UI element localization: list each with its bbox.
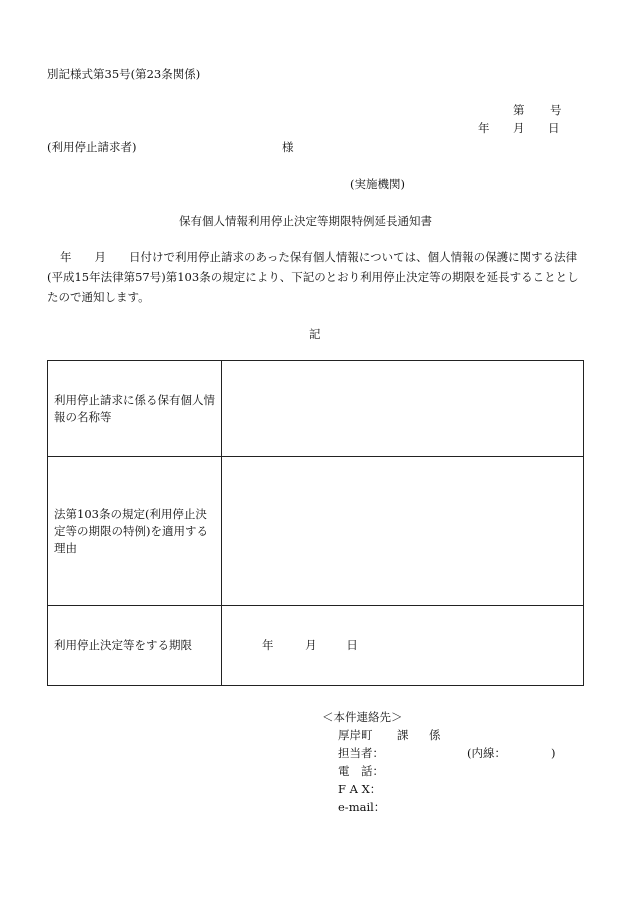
contact-kakari: 係 xyxy=(429,728,441,742)
contact-town: 厚岸町 xyxy=(338,728,373,742)
date-day: 日 xyxy=(548,121,560,135)
contact-block xyxy=(322,708,556,816)
doc-number-go: 号 xyxy=(550,103,562,117)
deadline-day: 日 xyxy=(346,638,358,652)
contact-fax: F A X： xyxy=(338,782,382,796)
table-row-deadline xyxy=(48,606,584,686)
contact-person-row xyxy=(322,744,556,762)
contact-department xyxy=(322,726,441,744)
contact-denwa: 電 話： xyxy=(338,764,384,778)
deadline-month: 月 xyxy=(305,638,317,652)
contact-naisen-close: ) xyxy=(551,746,556,760)
body-line-3: たので通知します。 xyxy=(47,290,150,304)
ki-heading: 記 xyxy=(309,327,321,341)
doc-number-dai: 第 xyxy=(513,103,525,117)
contact-email: e-mail： xyxy=(338,800,386,814)
row-reason-label: 法第103条の規定(利用停止決定等の期限の特例)を適用する理由 xyxy=(48,457,222,606)
contact-phone-row xyxy=(322,762,403,780)
row-deadline-label: 利用停止決定等をする期限 xyxy=(48,606,222,686)
contact-tantou: 担当者： xyxy=(338,746,384,760)
requester-honorific: 様 xyxy=(282,140,294,154)
agency-label: (実施機関) xyxy=(350,177,405,191)
row-deadline-value[interactable] xyxy=(222,606,584,686)
details-table xyxy=(47,360,584,686)
body-line-2: (平成15年法律第57号)第103条の規定により、下記のとおり利用停止決定等の期限を延長することとし xyxy=(47,270,579,284)
deadline-year: 年 xyxy=(262,638,274,652)
body-line-1: 年 月 日付けで利用停止請求のあった保有個人情報については、個人情報の保護に関する法律 xyxy=(60,250,578,264)
contact-fax-row xyxy=(322,780,403,798)
body-paragraph xyxy=(47,247,587,307)
row-reason-value[interactable] xyxy=(222,457,584,606)
table-row-info-name xyxy=(48,361,584,457)
document-title: 保有個人情報利用停止決定等期限特例延長通知書 xyxy=(179,214,432,228)
contact-heading: ＜本件連絡先＞ xyxy=(322,710,403,724)
form-number: 別記様式第35号(第23条関係) xyxy=(47,67,201,81)
row-info-name-value[interactable] xyxy=(222,361,584,457)
contact-email-row xyxy=(322,798,403,816)
requester-label: (利用停止請求者) xyxy=(47,140,137,154)
row-info-name-label: 利用停止請求に係る保有個人情報の名称等 xyxy=(48,361,222,457)
contact-ka: 課 xyxy=(397,728,409,742)
contact-naisen: (内線： xyxy=(467,746,506,760)
date-month: 月 xyxy=(513,121,525,135)
date-year: 年 xyxy=(478,121,490,135)
table-row-reason xyxy=(48,457,584,606)
